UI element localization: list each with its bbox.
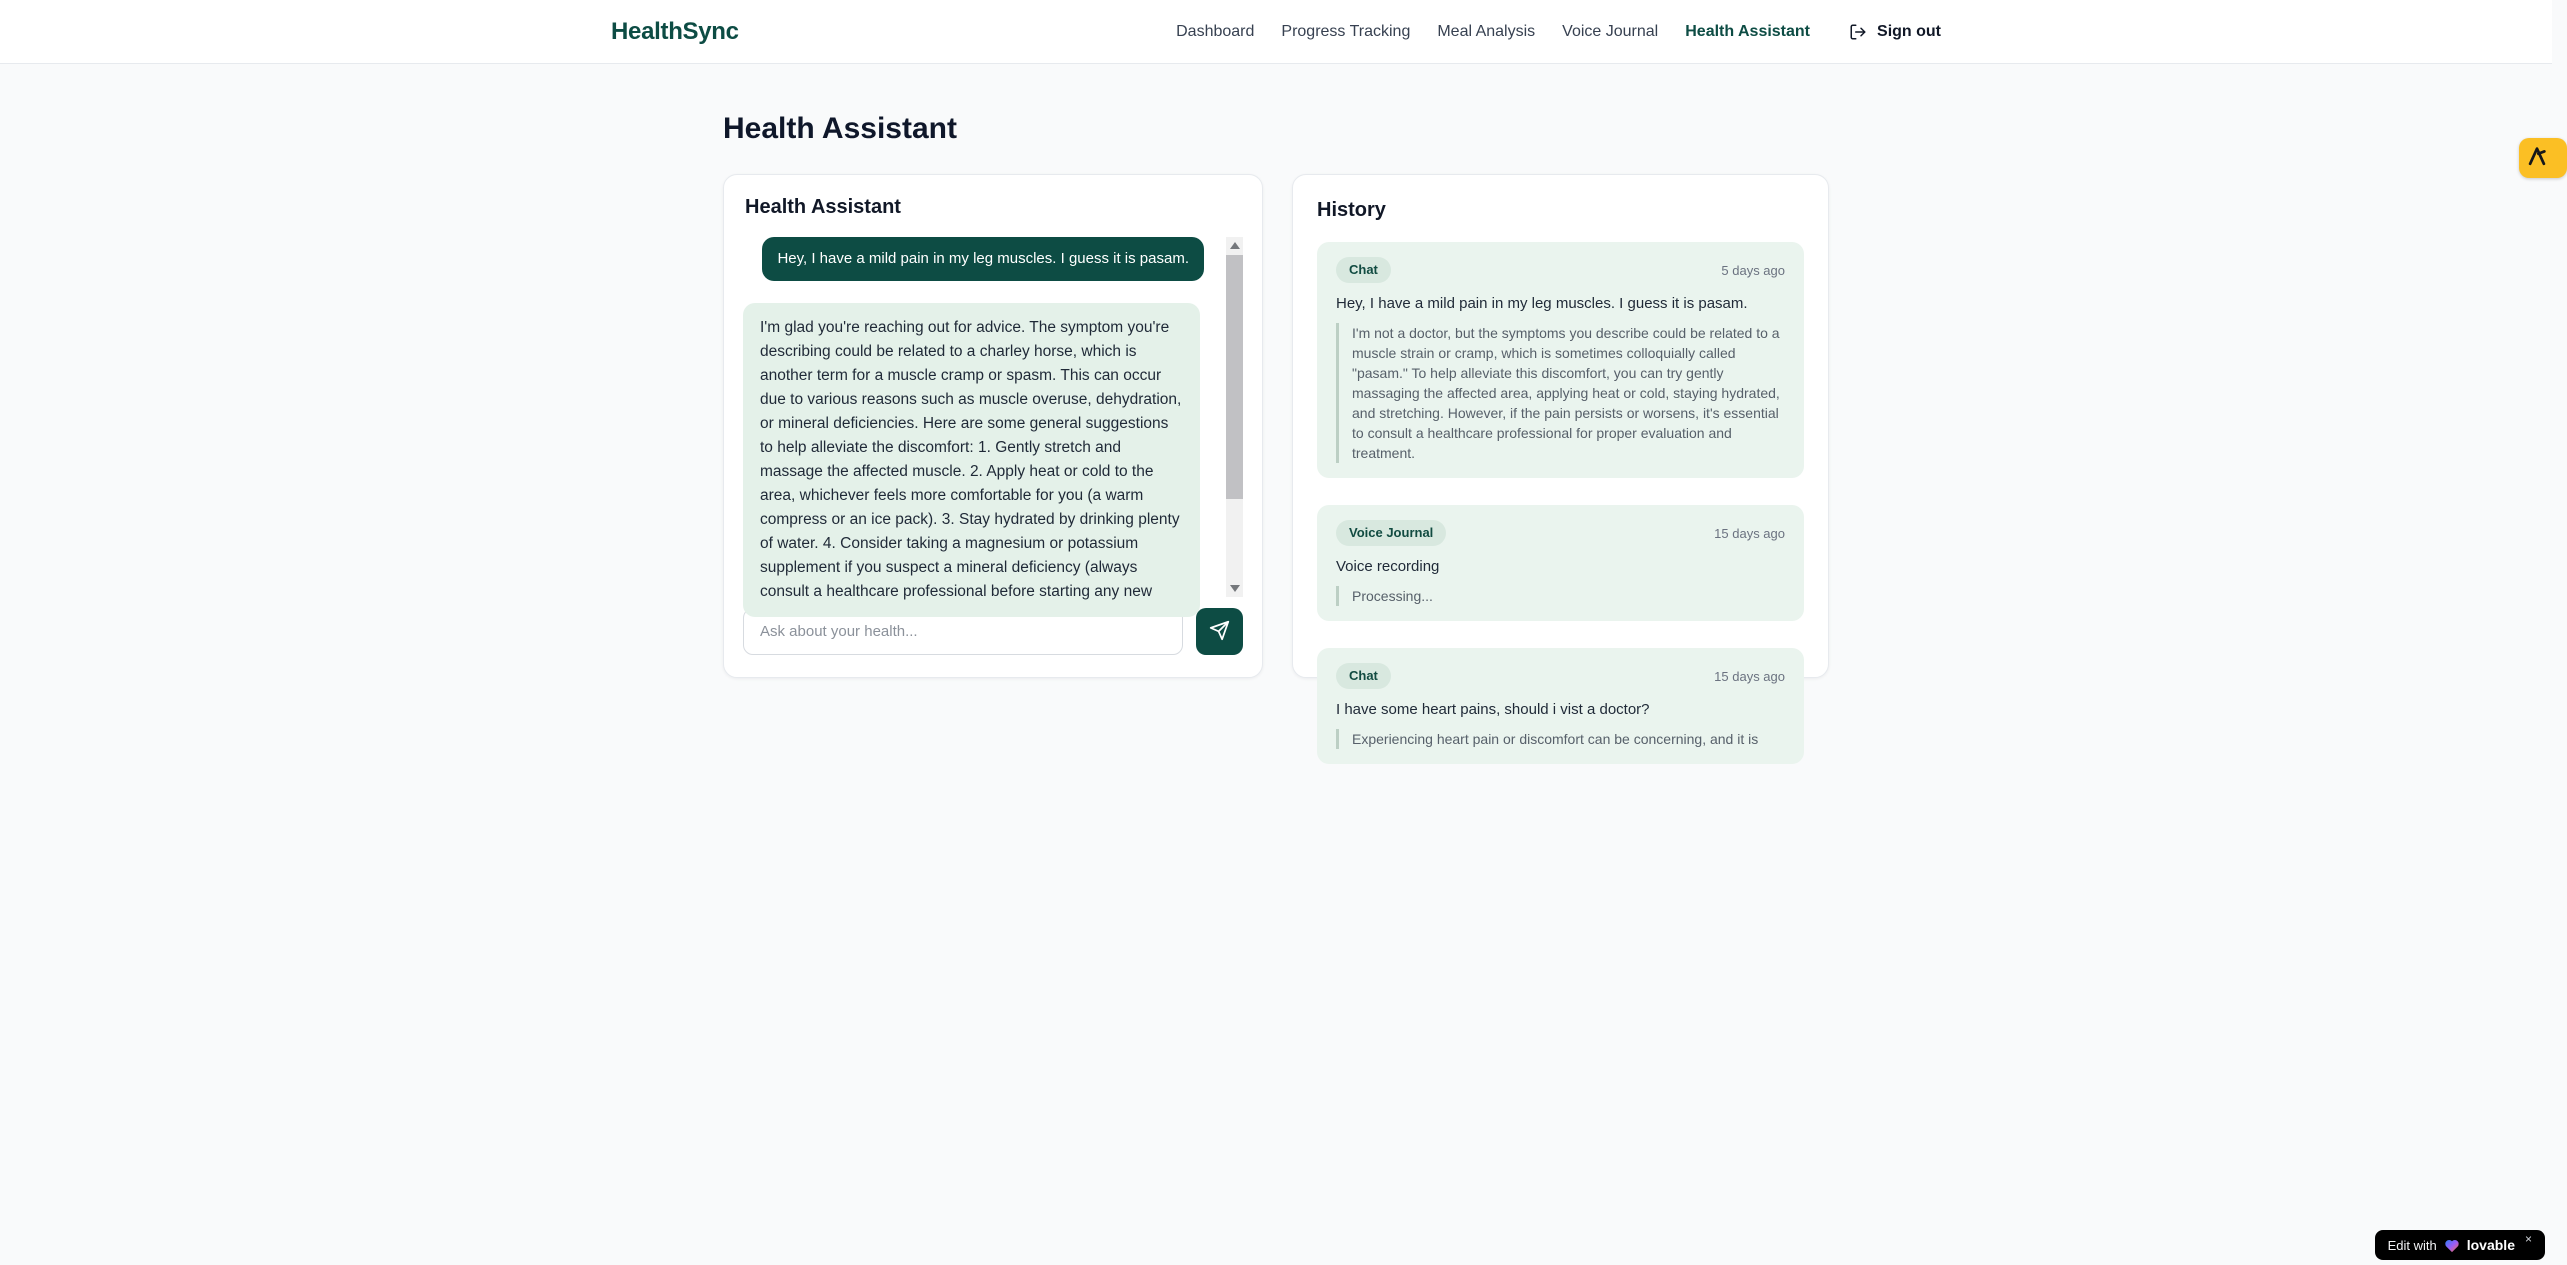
chat-scrollbar[interactable]: [1226, 237, 1243, 597]
chat-message-list[interactable]: [743, 237, 1243, 600]
sign-out-label: Sign out: [1877, 22, 1941, 40]
history-item-title: Voice recording: [1336, 558, 1440, 575]
chat-message-assistant: I'm glad you're reaching out for advice. The symptom you're describing could be related to a charley horse, which is another term for a muscle cramp or spasm. This can occur due to various reasons such as muscle overuse, dehydration, or mineral deficiencies. Here are some general suggestions to help alleviate the discomfort: 1. Gently stretch and massage the affected muscle. 2. Apply heat or cold to the area, whichever feels more comfortable for you (a warm compress or an ice pack). 3. Stay hydrated by drinking plenty of water. 4. Consider taking a magnesium or potassium supplement if you suspect a mineral deficiency (always consult a healthcare professional before starting any new: [743, 303, 1200, 617]
nav-meal-analysis[interactable]: Meal Analysis: [1437, 22, 1536, 40]
brand-logo[interactable]: HealthSync: [611, 17, 739, 45]
browser-extension-badge[interactable]: [2519, 138, 2567, 178]
sign-out-button[interactable]: [1849, 23, 1941, 41]
send-icon: [1209, 620, 1230, 644]
history-timestamp: 15 days ago: [1714, 668, 1785, 684]
history-type-badge: Voice Journal: [1336, 520, 1446, 546]
history-timestamp: 5 days ago: [1721, 262, 1785, 278]
scrollbar-thumb[interactable]: [1226, 255, 1243, 499]
scrollbar-down-arrow-icon[interactable]: [1226, 580, 1243, 597]
history-item-response: Experiencing heart pain or discomfort can be concerning, and it is: [1336, 729, 1785, 749]
heart-icon: [2444, 1238, 2460, 1253]
history-timestamp: 15 days ago: [1714, 525, 1785, 541]
lovable-badge[interactable]: [2375, 1230, 2545, 1260]
history-item-title: I have some heart pains, should i vist a doctor?: [1336, 701, 1650, 718]
history-item[interactable]: [1317, 242, 1804, 478]
chat-card-heading: Health Assistant: [745, 196, 901, 218]
chat-message-user: Hey, I have a mild pain in my leg muscles. I guess it is pasam.: [762, 237, 1204, 281]
main-nav: [1176, 23, 1941, 41]
nav-health-assistant[interactable]: Health Assistant: [1685, 22, 1811, 40]
history-item-response: Processing...: [1336, 586, 1785, 606]
header: [0, 0, 2552, 64]
history-panel: [1292, 174, 1829, 747]
send-button[interactable]: [1196, 608, 1243, 655]
nav-dashboard[interactable]: Dashboard: [1176, 22, 1255, 40]
history-item[interactable]: [1317, 648, 1804, 764]
history-item-response: I'm not a doctor, but the symptoms you describe could be related to a muscle strain or cramp, which is sometimes colloquially called "pasam." To help alleviate this discomfort, you can try gently massaging the affected area, applying heat or cold, staying hydrated, and stretching. However, if the pain persists or worsens, it's essential to consult a healthcare professional for proper evaluation and treatment.: [1336, 323, 1785, 463]
nav-progress-tracking[interactable]: Progress Tracking: [1281, 22, 1411, 40]
close-icon[interactable]: ×: [2524, 1232, 2532, 1246]
history-heading: History: [1317, 199, 1386, 221]
lovable-badge-text: Edit with: [2387, 1237, 2437, 1253]
history-card: [1292, 174, 1829, 747]
history-item-title: Hey, I have a mild pain in my leg muscles. I guess it is pasam.: [1336, 295, 1748, 312]
sign-out-icon: [1849, 23, 1867, 41]
nav-voice-journal[interactable]: Voice Journal: [1562, 22, 1659, 40]
history-item[interactable]: [1317, 505, 1804, 621]
main-content: [723, 64, 1829, 747]
lovable-brand-label: lovable: [2466, 1237, 2515, 1253]
chat-card: [723, 174, 1263, 678]
history-type-badge: Chat: [1336, 663, 1391, 689]
history-type-badge: Chat: [1336, 257, 1391, 283]
extension-logo-icon: [2526, 145, 2548, 172]
page-title: Health Assistant: [723, 112, 957, 145]
scrollbar-up-arrow-icon[interactable]: [1226, 237, 1243, 254]
